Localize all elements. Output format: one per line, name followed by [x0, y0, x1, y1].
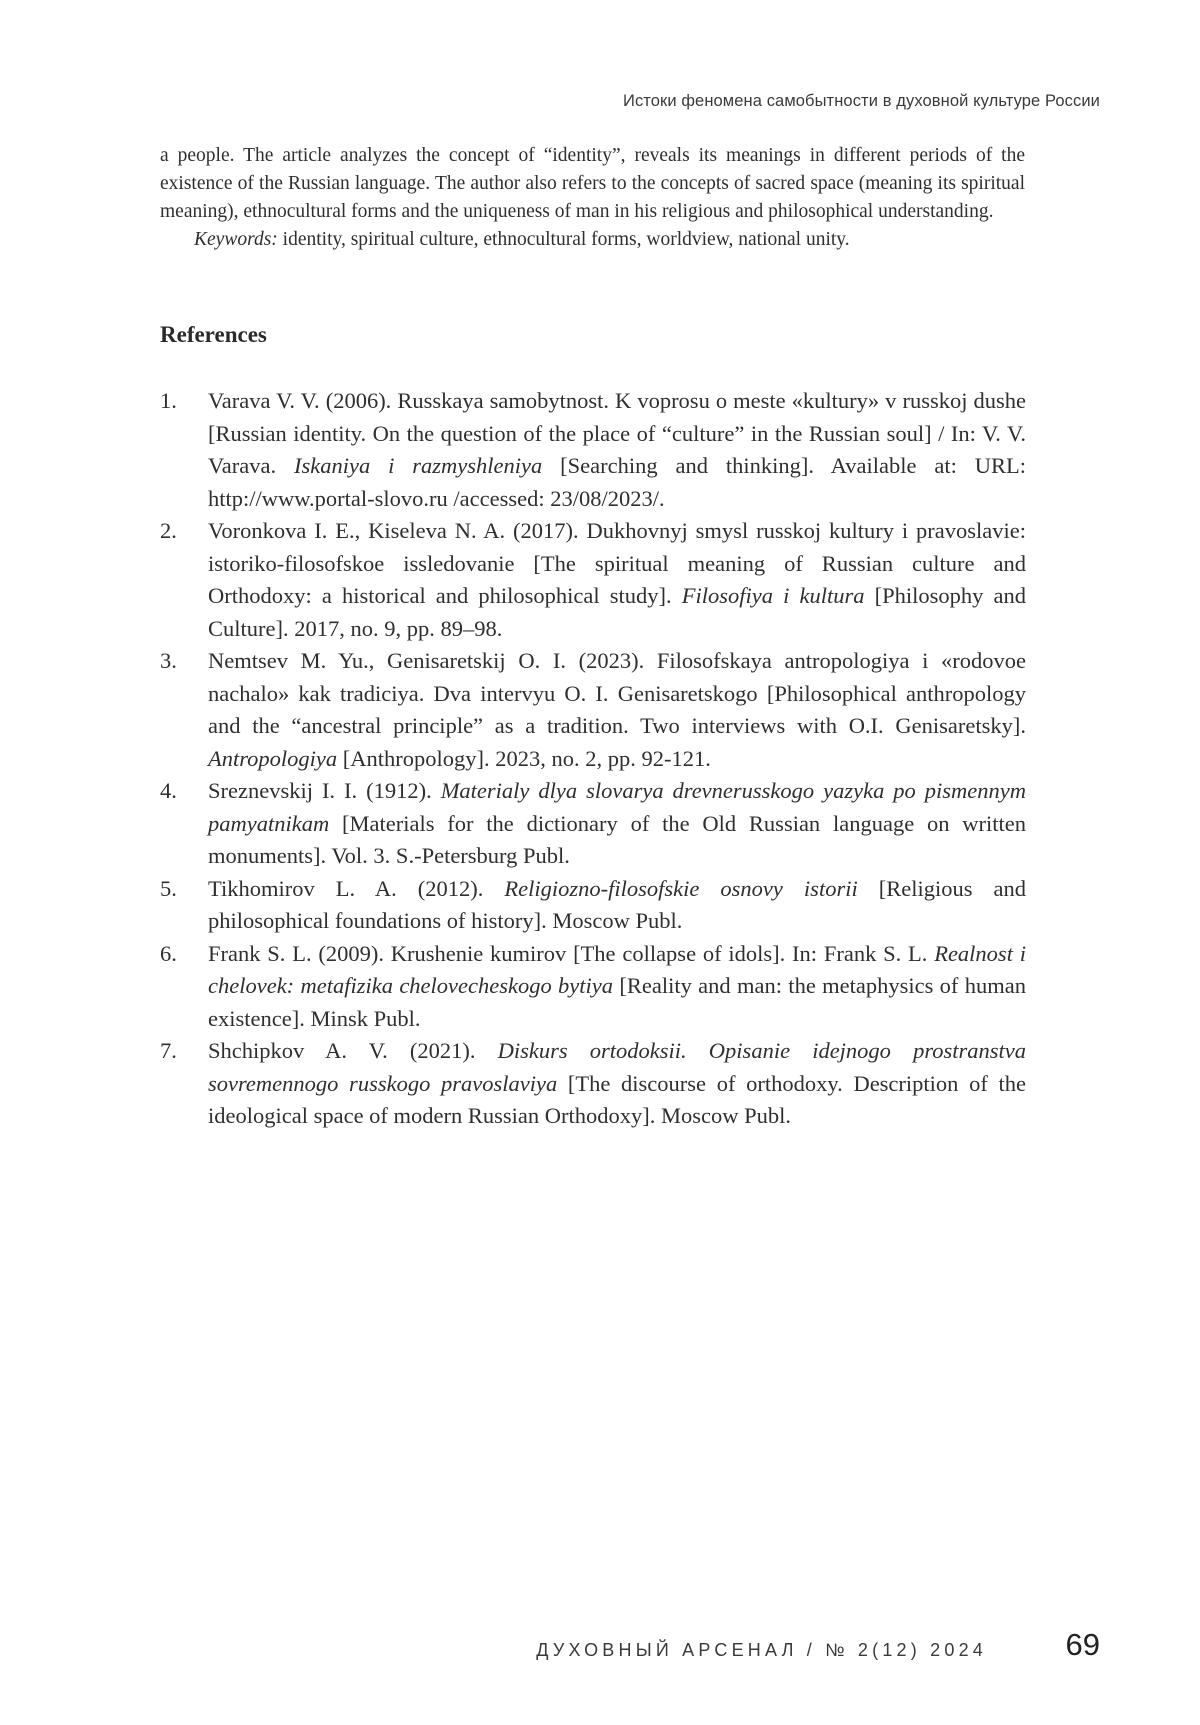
reference-item	[160, 873, 1026, 938]
keywords-label: Keywords:	[194, 229, 278, 250]
keywords-line	[160, 226, 1025, 254]
reference-text	[208, 775, 1026, 873]
reference-title: Materialy dlya slovarya drevnerusskogo yazyka po pismennym pamyatnikam	[208, 778, 1027, 836]
reference-citation: Nemtsev M. Yu., Genisaretskij O. I. (2023). Filosofskaya antropologiya i «rodovoe nachalo» kak tradiciya. Dva intervyu O. I. Genisaretskogo [Philosophical anthropology and the “ancestral principle” as a tradition. Two interviews with O.I. Genisaretsky].	[208, 648, 1026, 738]
running-head: Истоки феномена самобытности в духовной культуре России	[622, 92, 1100, 110]
reference-number: 4.	[160, 778, 177, 803]
reference-number: 7.	[160, 1038, 177, 1063]
reference-title: Iskaniya i razmyshleniya	[293, 453, 543, 478]
reference-title: Filosofiya i kultura	[681, 583, 865, 608]
reference-title: Religiozno-filosofskie osnovy istorii	[504, 875, 858, 901]
reference-title: Realnost i chelovek: metafizika chelovecheskogo bytiya	[208, 940, 1026, 998]
reference-citation: Voronkova I. E., Kiseleva N. A. (2017). Dukhovnyj smysl russkoj kultury i pravoslavie: istoriko-filosofskoe issledovanie [The spiritual meaning of Russian culture and Orthodoxy: a historical and philosophical study].	[208, 518, 1026, 608]
reference-text	[208, 873, 1026, 938]
reference-citation: Tikhomirov L. A. (2012).	[208, 875, 505, 901]
reference-details: [Searching and thinking]. Available at: URL: http://www.portal-slovo.ru /accessed: 23/08/2023/.	[208, 453, 1026, 511]
reference-number: 6.	[160, 940, 177, 966]
reference-item	[160, 385, 1026, 515]
reference-item	[160, 938, 1026, 1036]
reference-title: Diskurs ortodoksii. Opisanie idejnogo prostranstva sovremennogo russkogo pravoslaviya	[208, 1038, 1027, 1096]
reference-text	[208, 645, 1026, 775]
reference-number: 1.	[160, 388, 177, 413]
reference-text	[208, 515, 1026, 645]
reference-item	[160, 515, 1026, 645]
references-heading: References	[160, 322, 267, 347]
reference-text	[208, 938, 1026, 1036]
reference-details: [Materials for the dictionary of the Old Russian language on written monuments]. Vol. 3. S.-Petersburg Publ.	[208, 810, 1026, 868]
page-number: 69	[1065, 1627, 1100, 1662]
reference-number: 3.	[160, 648, 177, 673]
reference-details: [The discourse of orthodoxy. Description of the ideological space of modern Russian Orthodoxy]. Moscow Publ.	[208, 1070, 1026, 1128]
abstract	[160, 142, 1025, 254]
reference-details: [Anthropology]. 2023, no. 2, pp. 92-121.	[337, 745, 711, 771]
reference-item	[160, 775, 1026, 873]
footer-journal-title: ДУХОВНЫЙ АРСЕНАЛ / № 2(12) 2024	[536, 1640, 987, 1660]
references-list	[160, 385, 1026, 1133]
reference-number: 5.	[160, 875, 177, 901]
reference-text	[208, 1035, 1026, 1133]
reference-citation: Shchipkov A. V. (2021).	[208, 1038, 498, 1063]
reference-citation: Frank S. L. (2009). Krushenie kumirov [The collapse of idols]. In: Frank S. L.	[208, 940, 935, 966]
abstract-text: a people. The article analyzes the concept of “identity”, reveals its meanings in different periods of the existence of the Russian language. The author also refers to the concepts of sacred space (meaning its spiritual meaning), ethnocultural forms and the uniqueness of man in his religious and philosophical understanding.	[160, 145, 1025, 222]
reference-item	[160, 645, 1026, 775]
reference-details: [Reality and man: the metaphysics of human existence]. Minsk Publ.	[208, 973, 1026, 1031]
keywords-text: identity, spiritual culture, ethnocultural forms, worldview, national unity.	[277, 229, 850, 250]
reference-citation: Sreznevskij I. I. (1912).	[208, 778, 441, 803]
reference-item	[160, 1035, 1026, 1133]
reference-title: Antropologiya	[208, 745, 338, 771]
reference-details: [Religious and philosophical foundations of history]. Moscow Publ.	[208, 875, 1026, 933]
reference-text	[208, 385, 1026, 515]
reference-citation: Varava V. V. (2006). Russkaya samobytnost. K voprosu o meste «kultury» v russkoj dushe [Russian identity. On the question of the place of “culture” in the Russian soul] / In: V. V. Varava.	[208, 388, 1026, 478]
reference-details: [Philosophy and Culture]. 2017, no. 9, pp. 89–98.	[208, 583, 1026, 641]
reference-number: 2.	[160, 518, 177, 543]
